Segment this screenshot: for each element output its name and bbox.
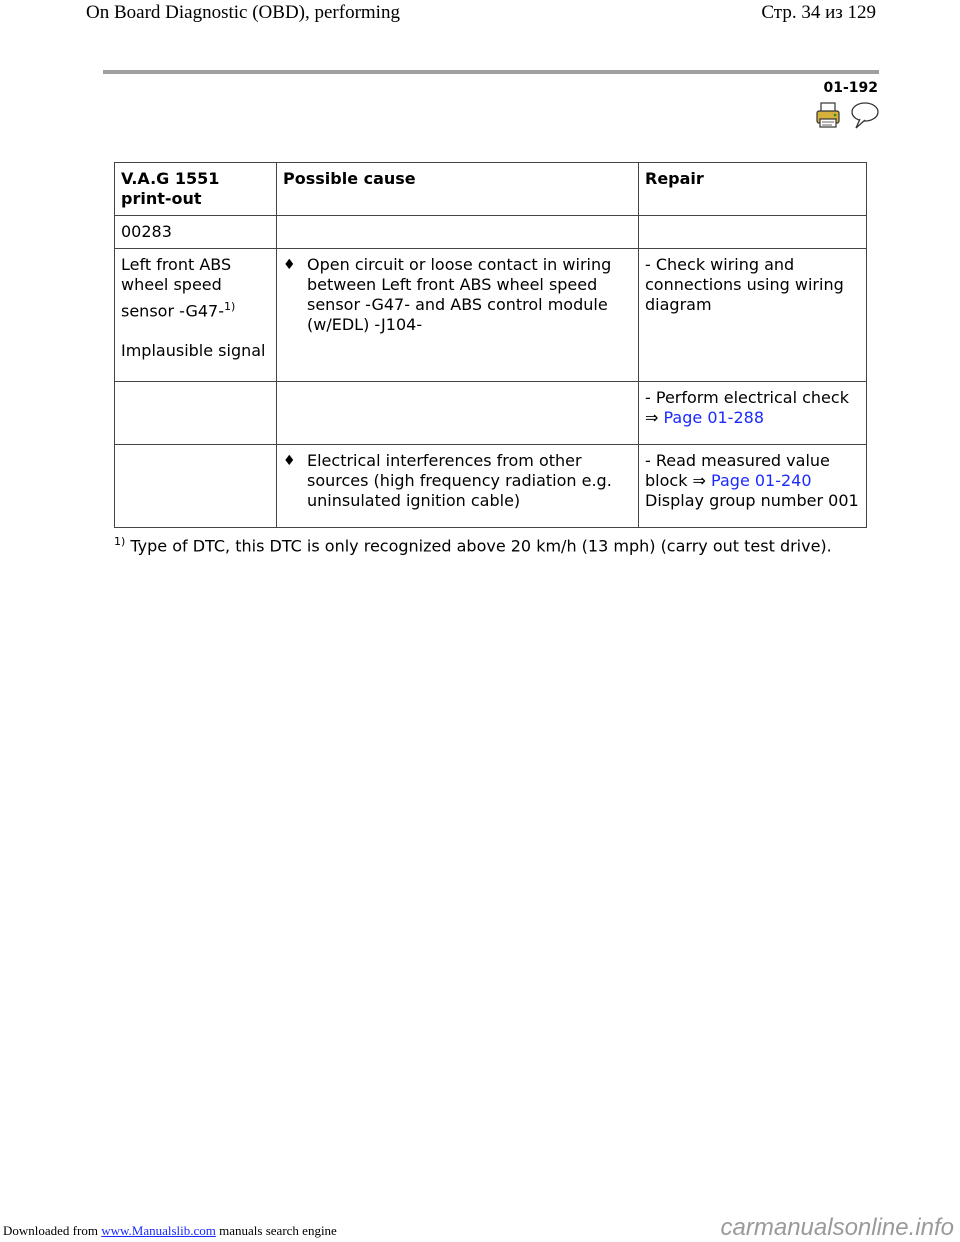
download-credit [3, 1223, 337, 1239]
watermark: carmanualsonline.info [720, 1214, 954, 1241]
fault-type: Implausible signal [121, 341, 266, 361]
cause-cell [277, 249, 639, 382]
repair-reference [645, 408, 860, 428]
footnote-reference: 1) [224, 300, 236, 313]
header-rule [103, 70, 879, 74]
footnote-text: Type of DTC, this DTC is only recognized above 20 km/h (13 mph) (carry out test drive). [125, 536, 832, 556]
repair-cell [639, 445, 867, 528]
repair-text: - Check wiring and connections using wiring diagram [645, 255, 844, 314]
diamond-bullet-icon: ♦ [283, 453, 296, 469]
sensor-line [121, 297, 270, 321]
arrow-icon: ⇒ [645, 408, 659, 427]
credit-suffix: manuals search engine [215, 1223, 337, 1238]
empty-cell [639, 216, 867, 249]
manualslib-link[interactable]: www.Manualslib.com [101, 1223, 216, 1238]
cause-text: Open circuit or loose contact in wiring between Left front ABS wheel speed sensor -G47- and ABS control module (w/EDL) -J104- [307, 255, 612, 334]
footnote-marker: 1) [114, 535, 126, 548]
empty-cell [277, 382, 639, 445]
page-link[interactable]: Page 01-288 [663, 408, 764, 427]
cause-cell [277, 445, 639, 528]
fault-code: 00283 [115, 216, 277, 249]
page-code: 01-192 [823, 80, 878, 96]
cause-text: Electrical interferences from other sources (high frequency radiation e.g. uninsulated ignition cable) [307, 451, 612, 510]
footnote [114, 535, 832, 555]
empty-cell [115, 445, 277, 528]
empty-cell [277, 216, 639, 249]
sensor-line: Left front ABS [121, 255, 232, 274]
empty-cell [115, 382, 277, 445]
arrow-icon: ⇒ [692, 471, 706, 490]
repair-text: - Perform electrical check [645, 388, 849, 407]
repair-cell [639, 249, 867, 382]
table-row [115, 216, 867, 249]
table-header-row [115, 163, 867, 216]
speech-balloon-icon[interactable] [850, 101, 880, 133]
header-repair: Repair [639, 163, 867, 216]
document-title: On Board Diagnostic (OBD), performing [86, 2, 400, 23]
repair-cell [639, 382, 867, 445]
sensor-line: wheel speed [121, 275, 222, 294]
dtc-table [114, 162, 867, 528]
table-row [115, 249, 867, 382]
repair-text: - Read measured value block [645, 451, 830, 490]
printer-icon[interactable] [814, 101, 842, 133]
diamond-bullet-icon: ♦ [283, 257, 296, 273]
header-possible-cause: Possible cause [277, 163, 639, 216]
table-row [115, 382, 867, 445]
toolbar-icons [814, 101, 880, 131]
header-printout: V.A.G 1551 print-out [115, 163, 277, 216]
sensor-name: sensor -G47- [121, 301, 224, 321]
page-link[interactable]: Page 01-240 [711, 471, 812, 490]
credit-prefix: Downloaded from [3, 1223, 102, 1238]
display-group: Display group number 001 [645, 491, 859, 510]
table-row [115, 445, 867, 528]
fault-description [115, 249, 277, 382]
cause-bullet [283, 451, 632, 511]
page-indicator: Стр. 34 из 129 [761, 2, 876, 23]
cause-bullet [283, 255, 632, 335]
